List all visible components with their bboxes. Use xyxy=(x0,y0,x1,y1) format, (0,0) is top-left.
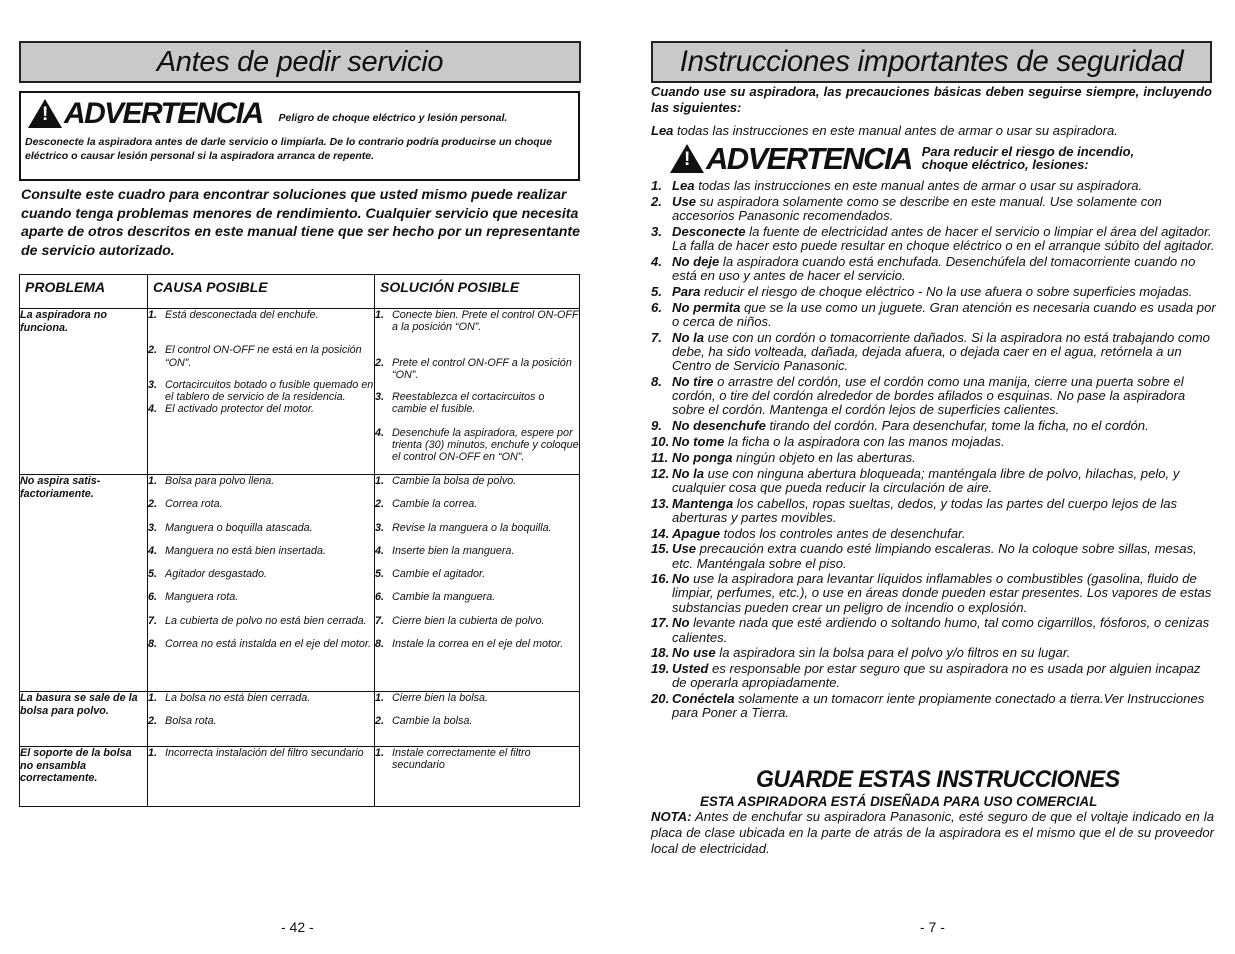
cause-item: 3. Manguera o boquilla atascada. xyxy=(148,521,313,534)
cause-item: 2. El control ON-OFF ne está en la posición “ON”. xyxy=(148,344,362,369)
safety-rule: 5. Para reducir el riesgo de choque eléctrico - No la use afuera o sobre superficies mojadas. xyxy=(651,283,1193,299)
problem-cell: La aspiradora no funciona. xyxy=(20,309,148,475)
safety-rule: 6. No permita que se la use como un juguete. Gran atención es necesaria cuando es usada por o cerca de niños. xyxy=(651,299,1216,329)
safety-intro: Cuando use su aspiradora, las precauciones básicas deben seguirse siempre, incluyendo las siguientes: xyxy=(651,84,1212,115)
solution-item: 7. Cierre bien la cubierta de polvo. xyxy=(375,614,545,627)
solution-item: 8. Instale la correa en el eje del motor. xyxy=(375,638,564,651)
safety-rule: 11. No ponga ningún objeto en las aberturas. xyxy=(651,449,916,465)
table-header-row xyxy=(20,275,580,309)
header-solution: SOLUCIÓN POSIBLE xyxy=(375,275,580,309)
solution-cell xyxy=(375,309,580,475)
left-page xyxy=(0,0,600,954)
solution-item: 6. Cambie la manguera. xyxy=(375,591,496,604)
read-instructions-line: Lea todas las instrucciones en este manual antes de armar o usar su aspiradora. xyxy=(651,123,1118,138)
cause-item: 7. La cubierta de polvo no está bien cerrada. xyxy=(148,614,367,627)
safety-rule: 1. Lea todas las instrucciones en este manual antes de armar o usar su aspiradora. xyxy=(651,178,1143,193)
safety-rule: 19. Usted es responsable por estar seguro que su aspiradora no es usada por alguien incapaz de operarla apropiadamente. xyxy=(651,661,1201,691)
header-cause: CAUSA POSIBLE xyxy=(148,275,375,309)
right-page-title: Instrucciones importantes de seguridad xyxy=(679,45,1184,78)
troubleshoot-intro: Consulte este cuadro para encontrar soluciones que usted mismo puede realizar cuando tenga problemas menores de rendimiento. Cualquier servicio que necesita aparte de otros descritos en este manual tiene que ser hecho por un representante de servicio autorizado. xyxy=(21,187,580,259)
solution-item: 3. Revise la manguera o la boquilla. xyxy=(375,521,552,534)
cause-cell xyxy=(148,692,375,747)
cause-cell xyxy=(148,747,375,807)
problem-cell: El soporte de la bolsa no ensambla correctamente. xyxy=(20,747,148,807)
safety-rule: 13. Mantenga los cabellos, ropas sueltas, dedos, y todas las partes del cuerpo lejos de las aberturas y partes movibles. xyxy=(651,495,1178,525)
safety-warning-subtitle: Para reducir el riesgo de incendio, choque eléctrico, lesiones: xyxy=(921,144,1135,172)
save-instructions-heading: GUARDE ESTAS INSTRUCCIONES xyxy=(756,766,1120,793)
warning-subtitle: Peligro de choque eléctrico y lesión personal. xyxy=(278,112,508,124)
cause-item: 1. Incorrecta instalación del filtro secundario xyxy=(148,747,364,759)
header-problem: PROBLEMA xyxy=(20,275,148,309)
cause-item: 2. Bolsa rota. xyxy=(148,715,217,728)
solution-item: 3. Reestablezca el cortacircuitos o cambie el fusible. xyxy=(375,391,545,416)
safety-rule: 8. No tire o arrastre del cordón, use el cordón como una manija, cierre una puerta sobre el cordón, o tire del cordón alrededor de bordes afilados o esquinas. No pase la aspiradora sobre el cordón. Mantenga el cordón lejos de superficies calientes. xyxy=(651,373,1186,417)
solution-item: 4. Inserte bien la manguera. xyxy=(375,544,515,557)
left-title-bar xyxy=(19,41,581,83)
cause-item: 8. Correa no está instalda en el eje del motor. xyxy=(148,638,372,651)
right-title-bar xyxy=(651,41,1212,83)
left-page-number: - 42 - xyxy=(281,919,314,935)
table-row xyxy=(20,692,580,747)
cause-item: 1. La bolsa no está bien cerrada. xyxy=(148,692,311,704)
problem-cell: La basura se sale de la bolsa para polvo. xyxy=(20,692,148,747)
right-page xyxy=(630,0,1235,954)
cause-item: 1. Está desconectada del enchufe. xyxy=(148,309,319,321)
safety-rule: 9. No desenchufe tirando del cordón. Para desenchufar, tome la ficha, no el cordón. xyxy=(651,417,1149,433)
solution-item: 1. Cierre bien la bolsa. xyxy=(375,692,489,704)
solution-item: 2. Cambie la correa. xyxy=(375,498,478,511)
solution-cell xyxy=(375,475,580,692)
table-row xyxy=(20,475,580,692)
solution-cell xyxy=(375,692,580,747)
commercial-use-notice: ESTA ASPIRADORA ESTÁ DISEÑADA PARA USO COMERCIAL xyxy=(700,794,1098,809)
solution-item: 1. Conecte bien. Prete el control ON-OFF a la posición “ON”. xyxy=(375,309,579,334)
cause-item: 1. Bolsa para polvo llena. xyxy=(148,475,275,487)
safety-rule: 10. No tome la ficha o la aspiradora con las manos mojadas. xyxy=(651,433,1005,449)
safety-rule: 2. Use su aspiradora solamente como se describe en este manual. Use solamente con accesorios Panasonic recomendados. xyxy=(651,193,1162,223)
safety-rule: 15. Use precaución extra cuando esté limpiando escaleras. No la coloque sobre sillas, mesas, etc. Manténgala sobre el piso. xyxy=(651,541,1197,571)
safety-rule: 17. No levante nada que esté ardiendo o soltando humo, tal como cigarrillos, fósforos, o cenizas calientes. xyxy=(651,615,1210,645)
problem-cell: No aspira satis-factoriamente. xyxy=(20,475,148,692)
safety-rule: 18. No use la aspiradora sin la bolsa para el polvo y/o filtros en su lugar. xyxy=(651,645,1071,661)
table-row xyxy=(20,309,580,475)
safety-rule: 20. Conéctela solamente a un tomacorr iente propiamente conectado a tierra.Ver Instrucciones para Poner a Tierra. xyxy=(651,691,1205,721)
safety-rules-list xyxy=(651,179,1216,722)
safety-rule: 4. No deje la aspiradora cuando está enchufada. Desenchúfela del tomacorriente cuando no está en uso y antes de hacer el servicio. xyxy=(651,253,1196,283)
troubleshooting-table xyxy=(19,274,580,807)
cause-item: 6. Manguera rota. xyxy=(148,591,239,604)
cause-item: 4. El activado protector del motor. xyxy=(148,403,315,416)
cause-cell xyxy=(148,475,375,692)
solution-item: 2. Cambie la bolsa. xyxy=(375,715,473,728)
warning-body: Desconecte la aspiradora antes de darle servicio o limpiarla. De lo contrario podría producirse un choque eléctrico o causar lesión personal si la aspiradora arranca de repente. xyxy=(25,136,552,162)
safety-warning-heading xyxy=(670,141,1135,176)
right-page-number: - 7 - xyxy=(920,919,945,935)
voltage-note: NOTA: Antes de enchufar su aspiradora Panasonic, esté seguro de que el voltaje indicado en la placa de clase ubicada en la parte de atrás de la aspiradora es el mismo que el de su proveedor local de electricidad. xyxy=(651,809,1214,856)
solution-item: 4. Desenchufe la aspiradora, espere por trienta (30) minutos, enchufe y coloque el control ON-OFF en “ON”. xyxy=(375,426,579,464)
cause-cell xyxy=(148,309,375,475)
cause-item: 2. Correa rota. xyxy=(148,498,223,511)
table-row xyxy=(20,747,580,807)
warning-box xyxy=(19,91,580,181)
cause-item: 3. Cortacircuitos botado o fusible quemado en el tablero de servicio de la residencia. xyxy=(148,378,374,404)
solution-cell xyxy=(375,747,580,807)
safety-rule: 7. No la use con un cordón o tomacorriente dañados. Si la aspiradora no está trabajando como debe, ha sido volteada, dañada, dejada afuera, o dejada caer en el agua, retórnela a un Centro de Servicio Panasonic. xyxy=(651,329,1210,373)
warning-triangle-icon xyxy=(670,144,704,173)
solution-item: 5. Cambie el agitador. xyxy=(375,568,486,581)
safety-rule: 12. No la use con ninguna abertura bloqueada; manténgala libre de polvo, hilachas, pelo, y cualquier cosa que pueda reducir la circulación de aire. xyxy=(651,465,1180,495)
solution-item: 2. Prete el control ON-OFF a la posición “ON”. xyxy=(375,356,572,381)
safety-rule: 14. Apague todos los controles antes de desenchufar. xyxy=(651,525,966,541)
cause-item: 5. Agitador desgastado. xyxy=(148,568,268,581)
warning-triangle-icon xyxy=(28,99,62,128)
safety-warning-word: ADVERTENCIA xyxy=(706,141,912,176)
warning-word: ADVERTENCIA xyxy=(64,97,263,130)
solution-item: 1. Cambie la bolsa de polvo. xyxy=(375,475,517,487)
safety-rule: 3. Desconecte la fuente de electricidad antes de hacer el servicio o limpiar el área del agitador. La falla de hacer esto puede resultar en choque eléctrico o en el arranque súbito del agitador. xyxy=(651,223,1215,253)
cause-item: 4. Manguera no está bien insertada. xyxy=(148,544,326,557)
left-page-title: Antes de pedir servicio xyxy=(156,45,444,78)
solution-item: 1. Instale correctamente el filtro secundario xyxy=(375,747,531,772)
safety-rule: 16. No use la aspiradora para levantar líquidos inflamables o combustibles (gasolina, fluido de limpiar, perfumes, etc.), o use en áreas donde pueden estar presentes. Los vapores de estas substancias pueden crear un peligro de incendio o explosión. xyxy=(651,571,1212,615)
